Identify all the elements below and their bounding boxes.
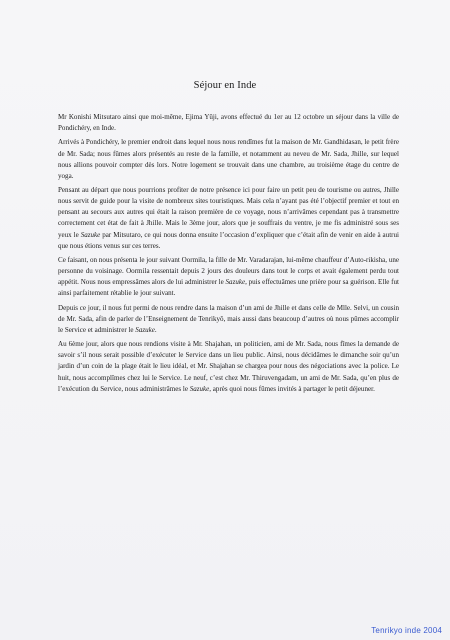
text-run: Arrivés à Pondichéry, le premier endroit dans lequel nous nous rendîmes fut la maison de Mr. Gandhidasan, le petit frère de Mr. Sada; nous fûmes alors présentés au reste de la famille, et notamment au neveu de Mr. Sada, Jhille, sur lequel nous allions pouvoir compter dès lors. Notre logement se trouvait dans une chambre, au troisième étage du centre de yoga. — [58, 138, 399, 180]
paragraph — [58, 112, 399, 134]
text-run: Au 6ème jour, alors que nous rendions visite à Mr. Shajahan, un politicien, ami de Mr. Sada, nous fîmes la demande de savoir s’il nous serait possible d’exécuter le Service dans un lieu public. Ainsi, nous décidâmes le dimanche soir qu’un jardin d’un coin de la plage était le lieu idéal, et Mr. Shajahan se chargea pour nous des négociations avec la police. Le huit, nous accomplîmes chez lui le Service. Le neuf, c’est chez Mr. Thiruvengadam, un ami de Mr. Sada, qu’en plus de l’exécution du Service, nous administrâmes le — [58, 340, 399, 393]
text-run: . — [154, 325, 157, 334]
text-run: Mr Konishi Mitsutaro ainsi que moi-même, Ejima Yûji, avons effectué du 1er au 12 octobre un séjour dans la ville de Pondichéry, en Inde. — [58, 113, 399, 133]
italic-term: Sazuke — [189, 384, 210, 393]
text-run: Pensant au départ que nous pourrions profiter de notre présence ici pour faire un petit peu de tourisme ou autres, Jhille nous servit de guide pour la visite de nombreux sites touristiques. Mais cela n’ayant pas été l’objectif premier et tout en pensant au secours aux autres qui était la raison première de ce voyage, nous n’arrivâmes cependant pas à transmettre correctement cet état de fait à Jhille. Mais le 3ème jour, alors que je souffrais du ventre, je me fis administré sous ses yeux le — [58, 186, 399, 239]
paragraph — [58, 255, 399, 299]
italic-term: Sazuke — [225, 278, 246, 287]
text-run: , après quoi nous fûmes invités à partager le petit déjeuner. — [209, 384, 375, 393]
text-run: , puis effectuâmes une prière pour sa guérison. Elle fut ainsi parfaitement rétablie le jour suivant. — [58, 278, 399, 298]
paragraph — [58, 339, 399, 394]
document-body — [58, 112, 399, 398]
text-run: par Mitsutaro, ce qui nous donna ensuite l’occasion d’expliquer que c’était afin de venir en aide à autrui que nous étions venus sur ces terres. — [58, 230, 399, 250]
text-run: Ce faisant, on nous présenta le jour suivant Oormila, la fille de Mr. Varadarajan, lui-même chauffeur d’Auto-rikisha, une personne du voisinage. Oormila ressentait depuis 2 jours des douleurs dans tout le corps et avait également perdu tout appétit. Nous nous empressâmes alors de lui administrer le — [58, 256, 399, 287]
watermark: Tenrikyo inde 2004 — [371, 626, 442, 635]
paragraph — [58, 137, 399, 181]
paragraph — [58, 185, 399, 252]
document-title: Séjour en Inde — [193, 80, 257, 91]
italic-term: Sazuke — [135, 325, 155, 334]
italic-term: Sazuke — [80, 230, 101, 239]
text-run: Depuis ce jour, il nous fut permi de nous rendre dans la maison d’un ami de Jhille et dans celle de Mlle. Selvi, un cousin de Mr. Sada, afin de parler de l’Enseignement de Tenrikyô, mais aussi dans beaucoup d’autres où nous pûmes accomplir le Service et administrer le — [58, 303, 399, 334]
paragraph — [58, 303, 399, 336]
